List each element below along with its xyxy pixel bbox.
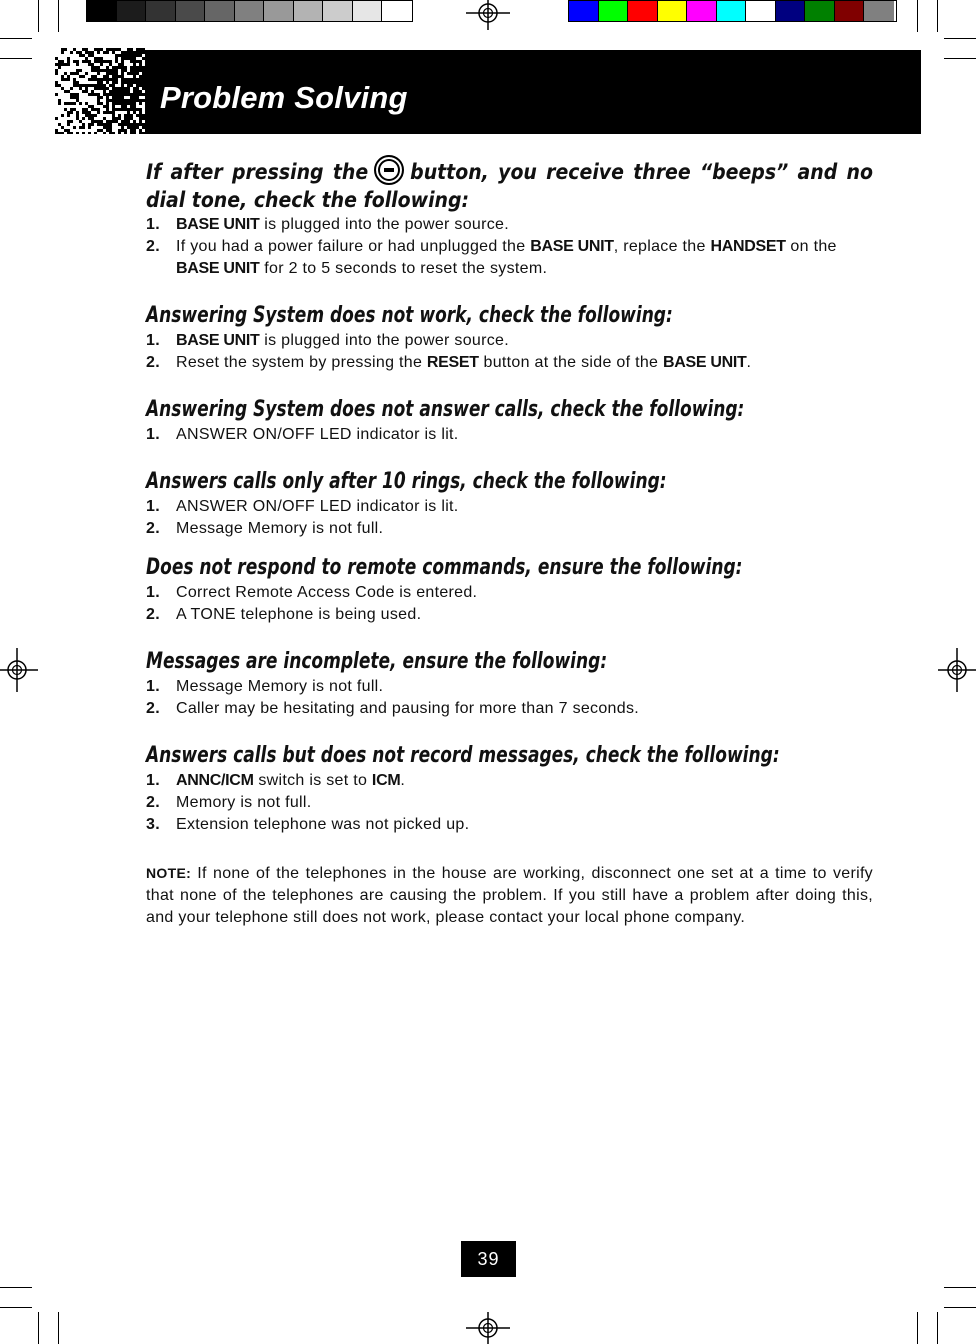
- list-item: [146, 424, 873, 446]
- item-number: 2.: [146, 520, 160, 537]
- section-heading: Answers calls only after 10 rings, check the following:: [146, 469, 667, 494]
- checklist: [146, 214, 873, 280]
- note-paragraph: [146, 862, 873, 929]
- crop-mark: [58, 1312, 59, 1344]
- text-run: A TONE telephone is being used.: [176, 606, 422, 623]
- content: [146, 158, 873, 929]
- color-swatch: [205, 1, 235, 21]
- color-swatch: [353, 1, 383, 21]
- checklist: [146, 676, 873, 720]
- list-item: [146, 582, 873, 604]
- color-swatch: [864, 1, 894, 21]
- crop-mark: [38, 0, 39, 32]
- crop-mark: [917, 0, 918, 32]
- text-run: on the: [785, 238, 837, 255]
- checklist: [146, 582, 873, 626]
- troubleshooting-section: [146, 158, 873, 280]
- gray-calibration-strip: [86, 0, 413, 22]
- item-number: 1.: [146, 426, 160, 443]
- item-number: 2.: [146, 354, 160, 371]
- crop-mark: [944, 1287, 976, 1288]
- text-run: If you had a power failure or had unplugged the: [176, 238, 531, 255]
- crop-mark: [0, 58, 32, 59]
- list-item: [146, 496, 873, 518]
- text-run: button at the side of the: [478, 354, 663, 371]
- color-swatch: [805, 1, 835, 21]
- checker-pattern-decoration: [55, 48, 145, 134]
- color-swatch: [835, 1, 865, 21]
- list-item: [146, 814, 873, 836]
- list-item: [146, 214, 873, 236]
- item-number: 1.: [146, 678, 160, 695]
- crop-mark: [0, 38, 32, 39]
- registration-mark-bottom-icon: [466, 1312, 510, 1344]
- heading-text: If after pressing the: [146, 160, 369, 184]
- text-run: Message Memory is not full.: [176, 678, 384, 695]
- crop-mark: [944, 58, 976, 59]
- bold-term: RESET: [426, 354, 479, 371]
- color-swatch: [569, 1, 599, 21]
- crop-mark: [0, 1287, 32, 1288]
- color-swatch: [776, 1, 806, 21]
- page-number: 39: [461, 1241, 516, 1277]
- checklist: [146, 770, 873, 836]
- troubleshooting-section: [146, 396, 873, 446]
- list-item: [146, 352, 873, 374]
- troubleshooting-section: [146, 468, 873, 540]
- note-label: NOTE:: [146, 865, 192, 881]
- bold-term: ICM: [371, 772, 401, 789]
- list-item: [146, 770, 873, 792]
- text-run: is plugged into the power source.: [259, 332, 509, 349]
- note-text: If none of the telephones in the house are working, disconnect one set at a time to verify that none of the telephones are causing the problem. If you still have a problem after doing this, and your telephone still does not work, please contact your local phone company.: [146, 865, 873, 926]
- color-swatch: [599, 1, 629, 21]
- item-number: 1.: [146, 498, 160, 515]
- crop-mark: [944, 1307, 976, 1308]
- text-run: for 2 to 5 seconds to reset the system.: [259, 260, 548, 277]
- section-heading: Answering System does not answer calls, check the following:: [146, 397, 745, 422]
- list-item: [146, 236, 873, 280]
- color-swatch: [658, 1, 688, 21]
- crop-mark: [58, 0, 59, 32]
- text-run: Caller may be hesitating and pausing for more than 7 seconds.: [176, 700, 640, 717]
- crop-mark: [937, 0, 938, 32]
- section-heading: Messages are incomplete, ensure the following:: [146, 649, 608, 674]
- text-run: .: [400, 772, 406, 789]
- section-heading: Answering System does not work, check the following:: [146, 303, 673, 328]
- checklist: [146, 496, 873, 540]
- text-run: Reset the system by pressing the: [176, 354, 427, 371]
- color-swatch: [746, 1, 776, 21]
- color-swatch: [294, 1, 324, 21]
- color-swatch: [687, 1, 717, 21]
- bold-term: HANDSET: [710, 238, 786, 255]
- list-item: [146, 518, 873, 540]
- text-run: .: [746, 354, 752, 371]
- text-run: switch is set to: [253, 772, 372, 789]
- registration-mark-right-icon: [938, 648, 976, 692]
- list-item: [146, 676, 873, 698]
- text-run: ANSWER ON/OFF LED indicator is lit.: [176, 498, 459, 515]
- item-number: 2.: [146, 606, 160, 623]
- color-swatch: [323, 1, 353, 21]
- crop-mark: [937, 1312, 938, 1344]
- item-number: 1.: [146, 584, 160, 601]
- list-item: [146, 604, 873, 626]
- color-swatch: [117, 1, 147, 21]
- troubleshooting-section: [146, 648, 873, 720]
- troubleshooting-section: [146, 742, 873, 836]
- text-run: Extension telephone was not picked up.: [176, 816, 470, 833]
- color-swatch: [264, 1, 294, 21]
- text-run: ANSWER ON/OFF LED indicator is lit.: [176, 426, 459, 443]
- section-heading: Does not respond to remote commands, ensure the following:: [146, 555, 743, 580]
- checklist: [146, 424, 873, 446]
- bold-term: ANNC/ICM: [176, 772, 254, 789]
- color-swatch: [87, 1, 117, 21]
- list-item: [146, 792, 873, 814]
- color-swatch: [628, 1, 658, 21]
- item-number: 3.: [146, 816, 160, 833]
- color-swatch: [146, 1, 176, 21]
- item-number: 1.: [146, 216, 160, 233]
- section-heading: [146, 158, 873, 214]
- checklist: [146, 330, 873, 374]
- registration-mark-left-icon: [0, 648, 38, 692]
- crop-mark: [944, 38, 976, 39]
- bold-term: BASE UNIT: [176, 260, 260, 277]
- crop-mark: [38, 1312, 39, 1344]
- color-swatch: [235, 1, 265, 21]
- list-item: [146, 698, 873, 720]
- item-number: 1.: [146, 772, 160, 789]
- bold-term: BASE UNIT: [176, 332, 260, 349]
- item-number: 2.: [146, 238, 160, 255]
- troubleshooting-section: [146, 302, 873, 374]
- section-heading: Answers calls but does not record messages, check the following:: [146, 743, 780, 768]
- text-run: Message Memory is not full.: [176, 520, 384, 537]
- item-number: 2.: [146, 794, 160, 811]
- bold-term: BASE UNIT: [663, 354, 747, 371]
- troubleshooting-section: [146, 554, 873, 626]
- registration-mark-top-icon: [466, 0, 510, 30]
- color-swatch: [717, 1, 747, 21]
- item-number: 1.: [146, 332, 160, 349]
- item-number: 2.: [146, 700, 160, 717]
- color-calibration-strip: [568, 0, 897, 22]
- text-run: is plugged into the power source.: [259, 216, 509, 233]
- talk-button-icon: [374, 155, 404, 185]
- list-item: [146, 330, 873, 352]
- crop-mark: [0, 1307, 32, 1308]
- color-swatch: [382, 1, 412, 21]
- crop-mark: [917, 1312, 918, 1344]
- color-swatch: [176, 1, 206, 21]
- text-run: , replace the: [613, 238, 711, 255]
- page-title: Problem Solving: [160, 80, 408, 115]
- text-run: Memory is not full.: [176, 794, 312, 811]
- text-run: Correct Remote Access Code is entered.: [176, 584, 478, 601]
- bold-term: BASE UNIT: [530, 238, 614, 255]
- heading-text: button, you receive three “beeps” and no dial tone, check the following:: [146, 160, 873, 212]
- bold-term: BASE UNIT: [176, 216, 260, 233]
